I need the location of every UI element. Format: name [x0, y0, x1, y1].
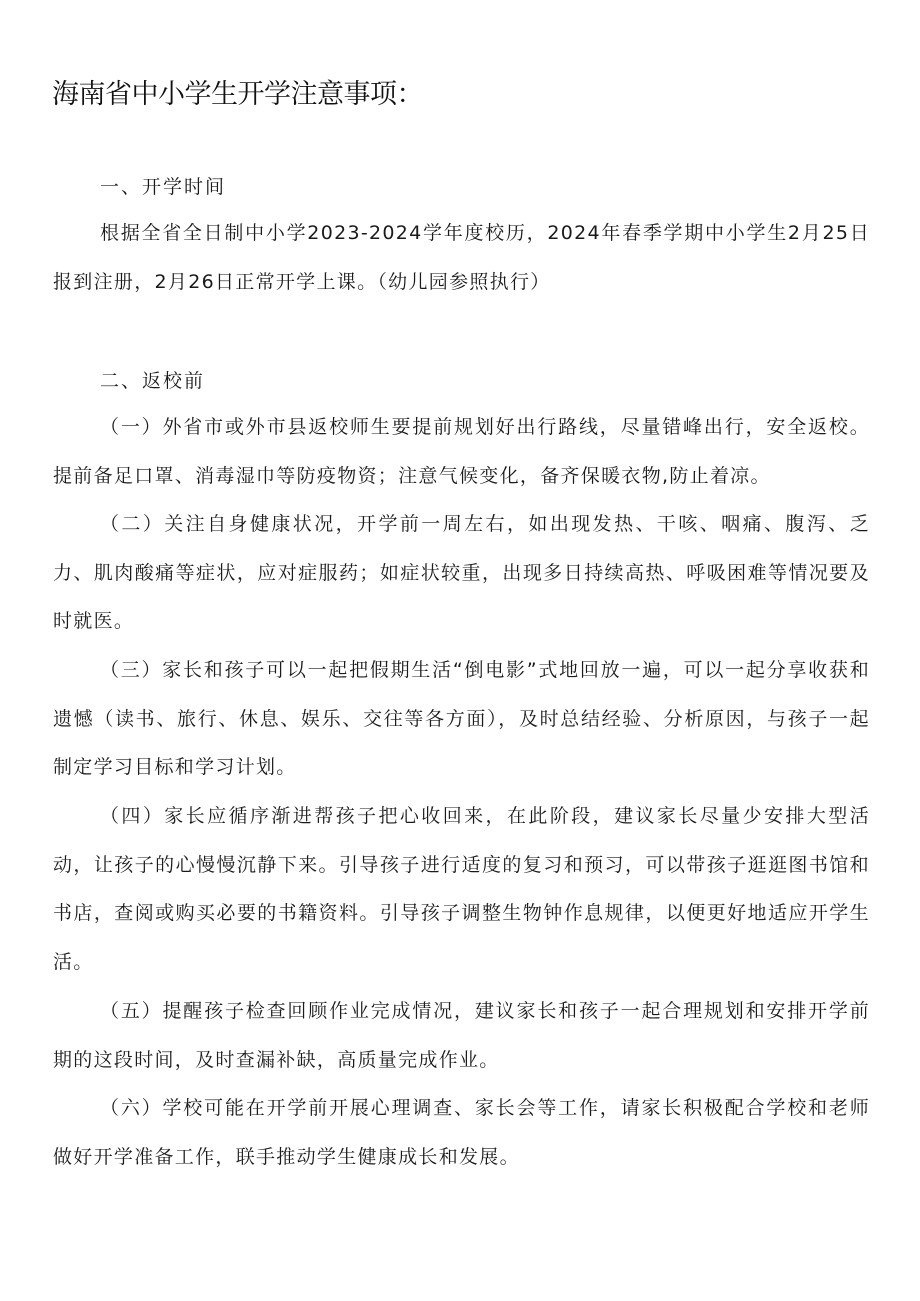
section-heading-before-return: 二、返校前 — [100, 370, 206, 392]
list-item-mindset-adjustment: （四）家长应循序渐进帮孩子把心收回来，在此阶段，建议家长尽量少安排大型活动，让孩子的心慢慢沉静下来。引导孩子进行适度的复习和预习，可以带孩子逛逛图书馆和书店，查阅或购买必要的书籍资料。引导孩子调整生物钟作息规律，以便更好地适应开学生活。 — [53, 805, 870, 973]
list-item-travel-preparation: （一）外省市或外市县返校师生要提前规划好出行路线，尽量错峰出行，安全返校。提前备足口罩、消毒湿巾等防疫物资；注意气候变化，备齐保暖衣物,防止着凉。 — [53, 416, 870, 487]
document-title: 海南省中小学生开学注意事项： — [52, 79, 423, 110]
list-item-health-status: （二）关注自身健康状况，开学前一周左右，如出现发热、干咳、咽痛、腹泻、乏力、肌肉酸痛等症状，应对症服药；如症状较重，出现多日持续高热、呼吸困难等情况要及时就医。 — [53, 513, 870, 632]
paragraph-opening-time: 根据全省全日制中小学2023-2024学年度校历，2024年春季学期中小学生2月25日报到注册，2月26日正常开学上课。（幼儿园参照执行） — [53, 222, 870, 293]
list-item-homework-check: （五）提醒孩子检查回顾作业完成情况，建议家长和孩子一起合理规划和安排开学前期的这段时间，及时查漏补缺，高质量完成作业。 — [53, 1000, 870, 1071]
list-item-school-cooperation: （六）学校可能在开学前开展心理调查、家长会等工作，请家长积极配合学校和老师做好开学准备工作，联手推动学生健康成长和发展。 — [53, 1097, 870, 1168]
list-item-holiday-review: （三）家长和孩子可以一起把假期生活“倒电影”式地回放一遍，可以一起分享收获和遗憾（读书、旅行、休息、娱乐、交往等各方面），及时总结经验、分析原因，与孩子一起制定学习目标和学习计划。 — [53, 659, 870, 778]
section-heading-opening-time: 一、开学时间 — [100, 176, 227, 198]
